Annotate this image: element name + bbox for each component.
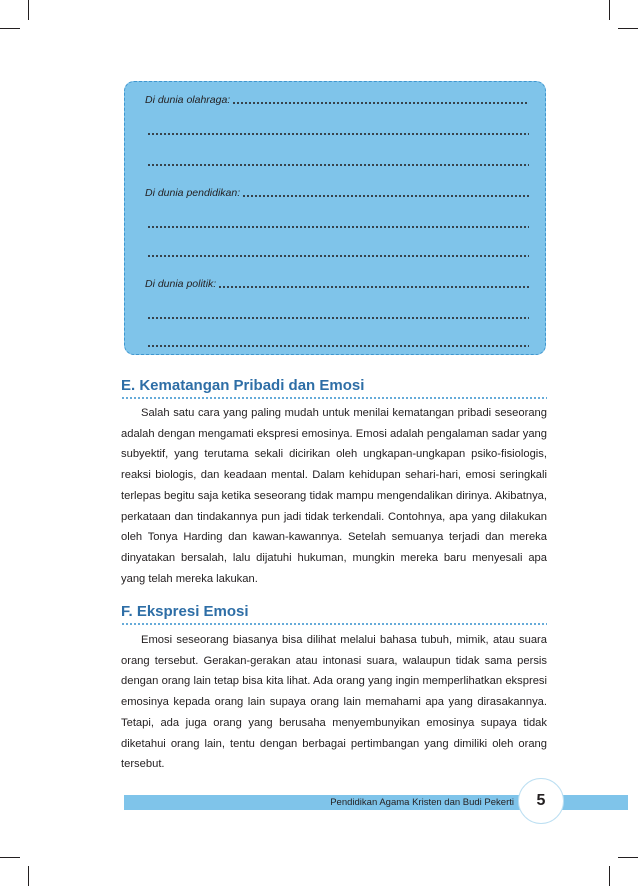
dotted-line bbox=[147, 338, 529, 348]
section-divider bbox=[121, 397, 547, 399]
answer-line-label: Di dunia olahraga: bbox=[145, 94, 231, 106]
dotted-line bbox=[232, 95, 529, 105]
crop-mark bbox=[609, 0, 610, 20]
section-f-paragraph: Emosi seseorang biasanya bisa dilihat melalui bahasa tubuh, mimik, atau suara orang tersebut. Gerakan-gerakan atau intonasi suara, walaupun tidak sama persis dengan orang lain tetap bisa kita lihat. Ada orang yang ingin memperlihatkan ekspresi emosinya kepada orang lain supaya orang lain memahami apa yang dirasakannya. Tetapi, ada juga orang yang berusaha menyembunyikan emosinya supaya tidak diketahui orang lain, tentu dengan berbagai pertimbangan yang dimiliki oleh orang tersebut. bbox=[121, 634, 547, 771]
answer-line[interactable] bbox=[145, 307, 529, 323]
answer-line-olahraga[interactable] bbox=[145, 92, 529, 108]
dotted-line bbox=[147, 219, 529, 229]
answer-line[interactable] bbox=[145, 216, 529, 232]
dotted-line bbox=[147, 157, 529, 167]
crop-mark bbox=[28, 866, 29, 886]
section-e-paragraph: Salah satu cara yang paling mudah untuk menilai kematangan pribadi seseorang adalah dengan mengamati ekspresi emosinya. Emosi adalah pengalaman sadar yang subyektif, yang terutama sekali dicirikan oleh ungkapan-ungkapan psiko-fisiologis, reaksi biologis, dan keadaan mental. Dalam kehidupan sehari-hari, emosi seringkali terlepas begitu saja ketika seseorang tidak mampu mengendalikan dirinya. Akibatnya, perkataan dan tindakannya pun jadi tidak terkendali. Contohnya, apa yang dilakukan oleh Tonya Harding dan kawan-kawannya. Setelah semuanya terjadi dan mereka dinyatakan bersalah, lalu dijatuhi hukuman, mungkin mereka baru menyesali apa yang telah mereka lakukan. bbox=[121, 407, 547, 585]
crop-mark bbox=[618, 28, 638, 29]
answer-line-pendidikan[interactable] bbox=[145, 185, 529, 201]
section-divider bbox=[121, 623, 547, 625]
dotted-line bbox=[147, 126, 529, 136]
dotted-line bbox=[242, 188, 529, 198]
answer-line-label: Di dunia politik: bbox=[145, 278, 217, 290]
crop-mark bbox=[0, 857, 20, 858]
dotted-line bbox=[218, 279, 529, 289]
footer-book-title: Pendidikan Agama Kristen dan Budi Pekerti bbox=[330, 797, 514, 808]
page-number: 5 bbox=[518, 778, 564, 824]
answer-line[interactable] bbox=[145, 335, 529, 351]
answer-line-label: Di dunia pendidikan: bbox=[145, 187, 241, 199]
crop-mark bbox=[0, 28, 20, 29]
crop-mark bbox=[618, 857, 638, 858]
section-heading-f: F. Ekspresi Emosi bbox=[121, 603, 249, 620]
section-heading-e: E. Kematangan Pribadi dan Emosi bbox=[121, 377, 365, 394]
answer-line[interactable] bbox=[145, 123, 529, 139]
dotted-line bbox=[147, 248, 529, 258]
answer-line[interactable] bbox=[145, 245, 529, 261]
dotted-line bbox=[147, 310, 529, 320]
crop-mark bbox=[609, 866, 610, 886]
answer-line-politik[interactable] bbox=[145, 276, 529, 292]
answer-line[interactable] bbox=[145, 154, 529, 170]
exercise-box bbox=[124, 81, 546, 355]
crop-mark bbox=[28, 0, 29, 20]
